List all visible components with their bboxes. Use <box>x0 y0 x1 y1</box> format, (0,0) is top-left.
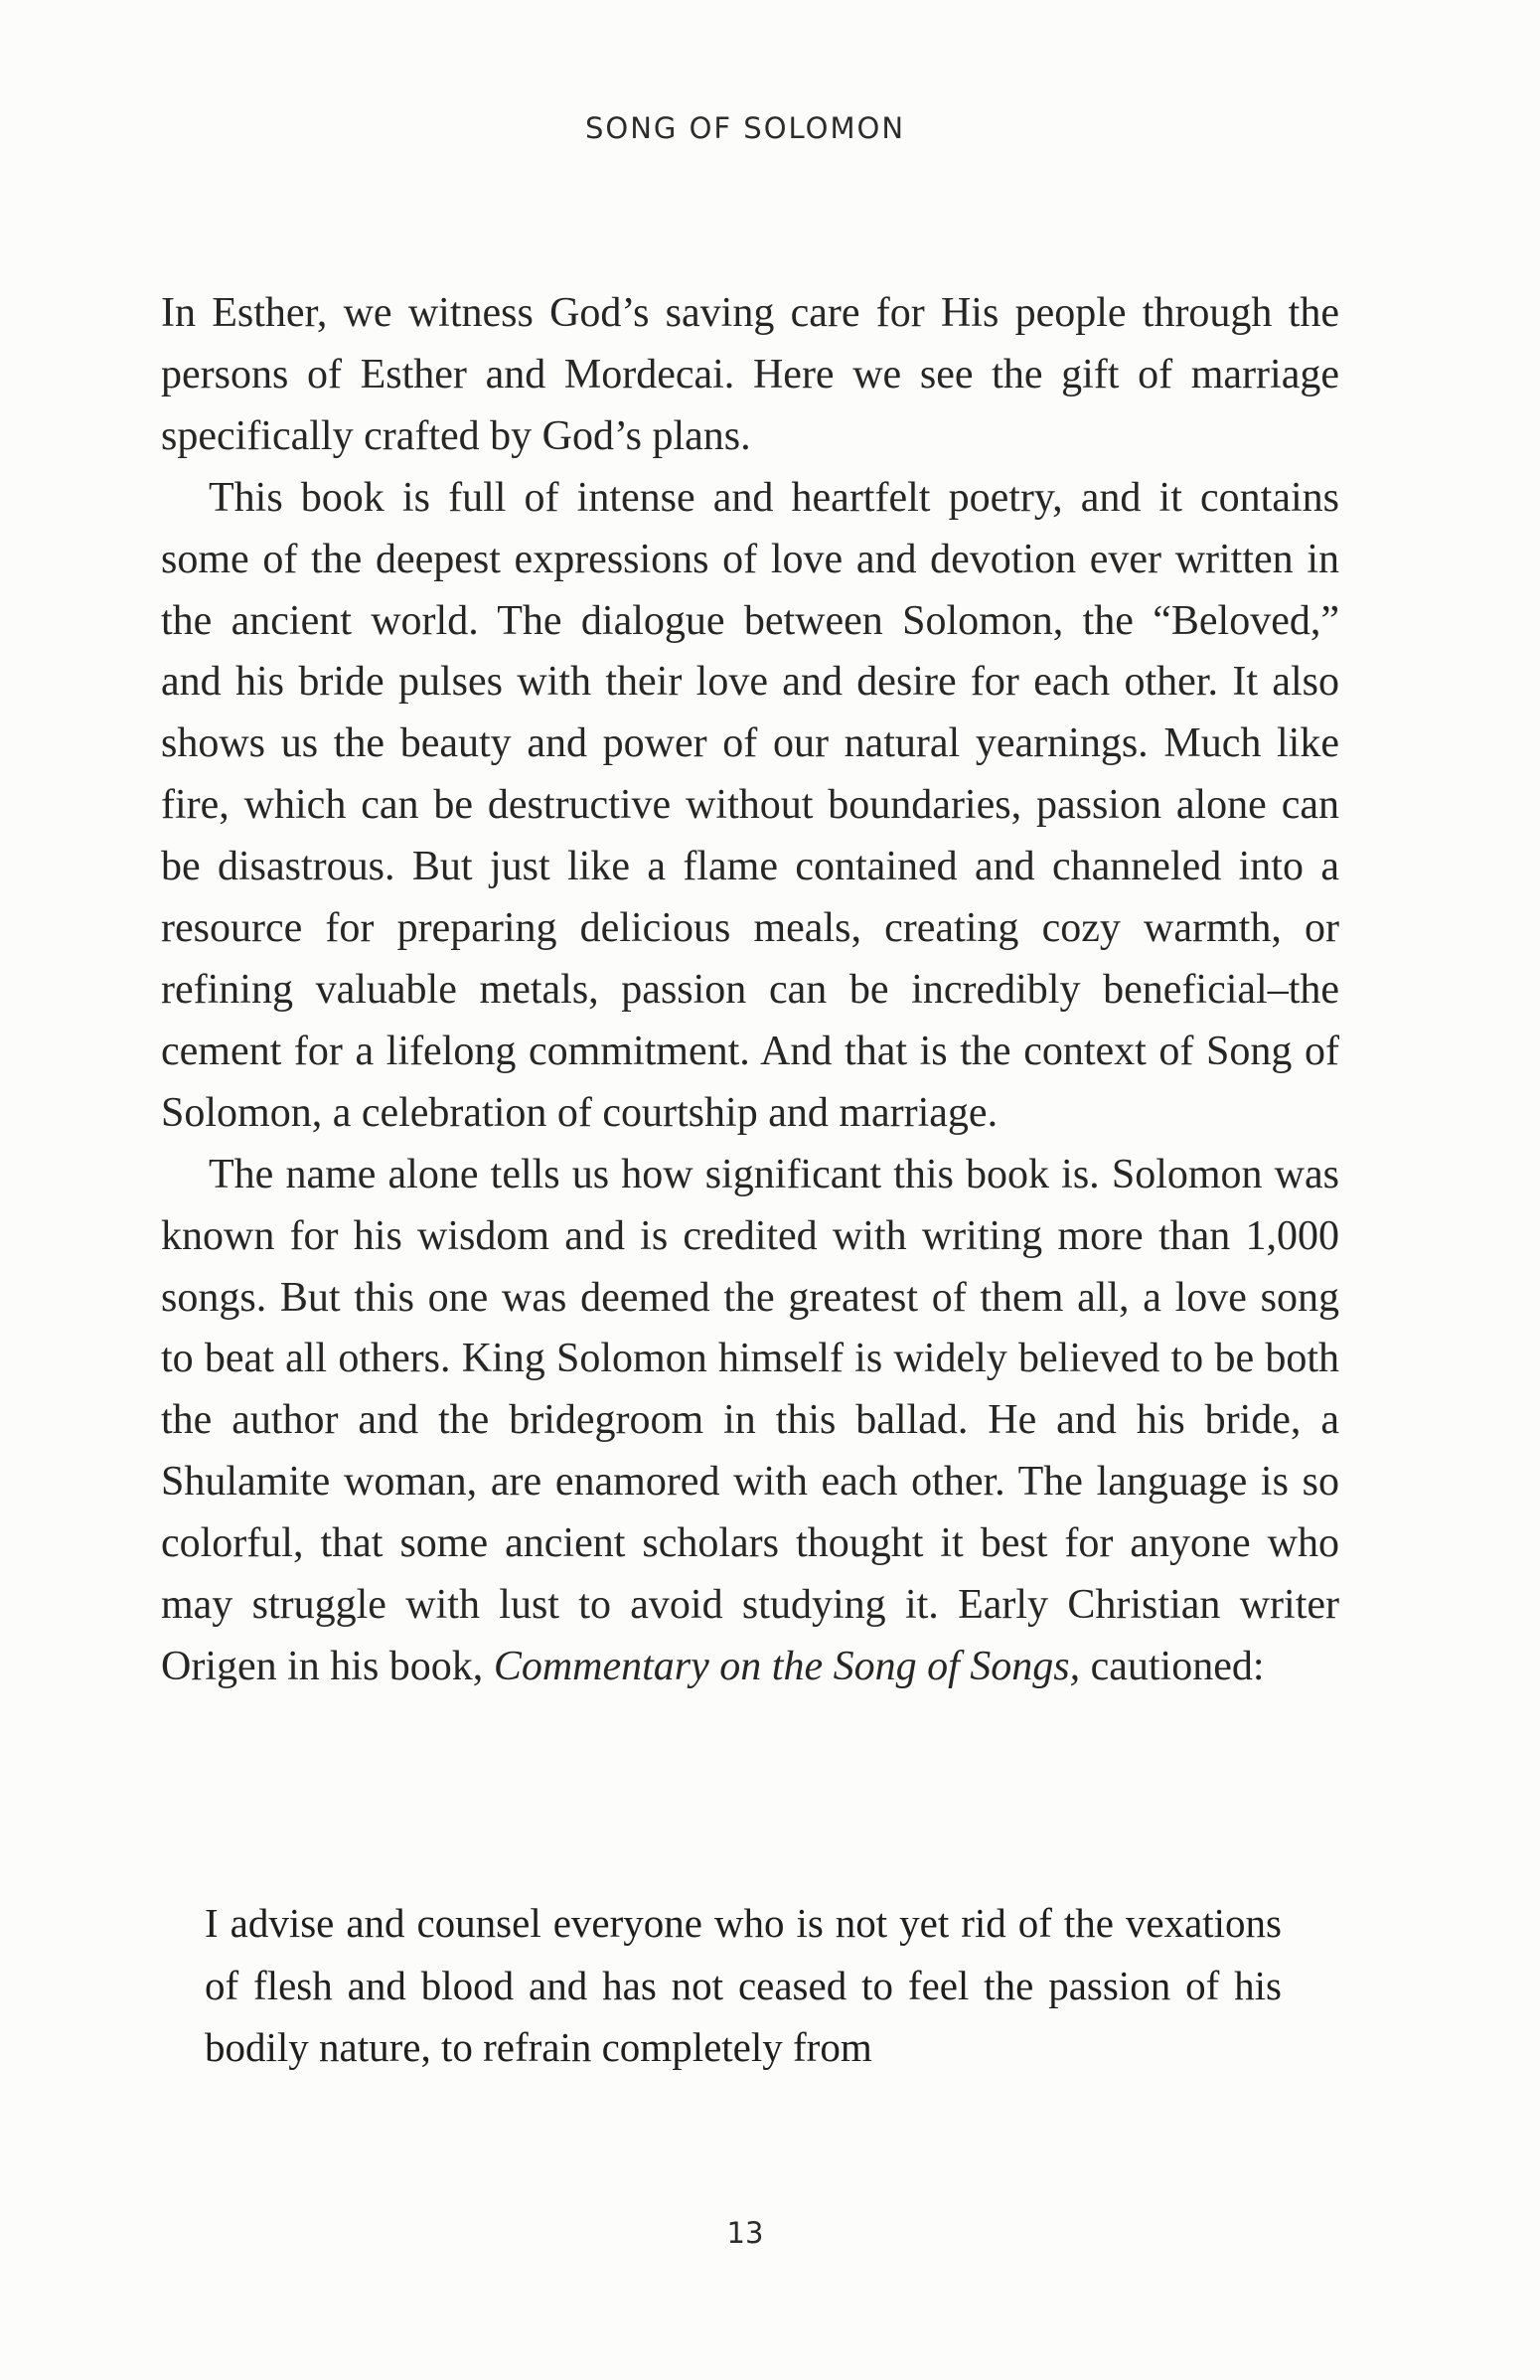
page-number: 13 <box>726 2216 764 2250</box>
paragraph-1: In Esther, we witness God’s saving care for His people through the persons of Esther and Mordecai. Here we see the gift of marriage specifically crafted by God’s plans. <box>161 290 1339 459</box>
paragraph-3 <box>161 1145 1339 1698</box>
block-quote: I advise and counsel everyone who is not yet rid of the vexations of flesh and blood and has not ceased to feel the passion of his bodily nature, to refrain completely from <box>205 1900 1282 2070</box>
paragraph-3-text: The name alone tells us how significant this book is. Solomon was known for his wisdom and is credited with writing more than 1,000 songs. But this one was deemed the greatest of them all, a love song to beat all others. King Solomon himself is widely believed to be both the author and the bridegroom in this ballad. He and his bride, a Shulamite woman, are enamored with each other. The language is so colorful, that some ancient scholars thought it best for anyone who may struggle with lust to avoid studying it. Early Christian writer Origen in his book, <box>161 1151 1339 1689</box>
body-text <box>161 283 1339 1698</box>
running-head: SONG OF SOLOMON <box>584 111 906 145</box>
paragraph-3-end: cautioned: <box>1080 1643 1265 1689</box>
paragraph-2: This book is full of intense and heartfelt poetry, and it contains some of the deepest expressions of love and devotion ever written in the ancient world. The dialogue between Solomon, the “Beloved,” and his bride pulses with their love and desire for each other. It also shows us the beauty and power of our natural yearnings. Much like fire, which can be destructive without boundaries, passion alone can be disastrous. But just like a flame contained and channeled into a resource for preparing delicious meals, creating cozy warmth, or refining valuable metals, passion can be incredibly beneficial–the cement for a lifelong commitment. And that is the context of Song of Solomon, a celebration of courtship and marriage. <box>161 474 1339 1136</box>
book-title-reference: Commentary on the Song of Songs, <box>493 1643 1081 1689</box>
